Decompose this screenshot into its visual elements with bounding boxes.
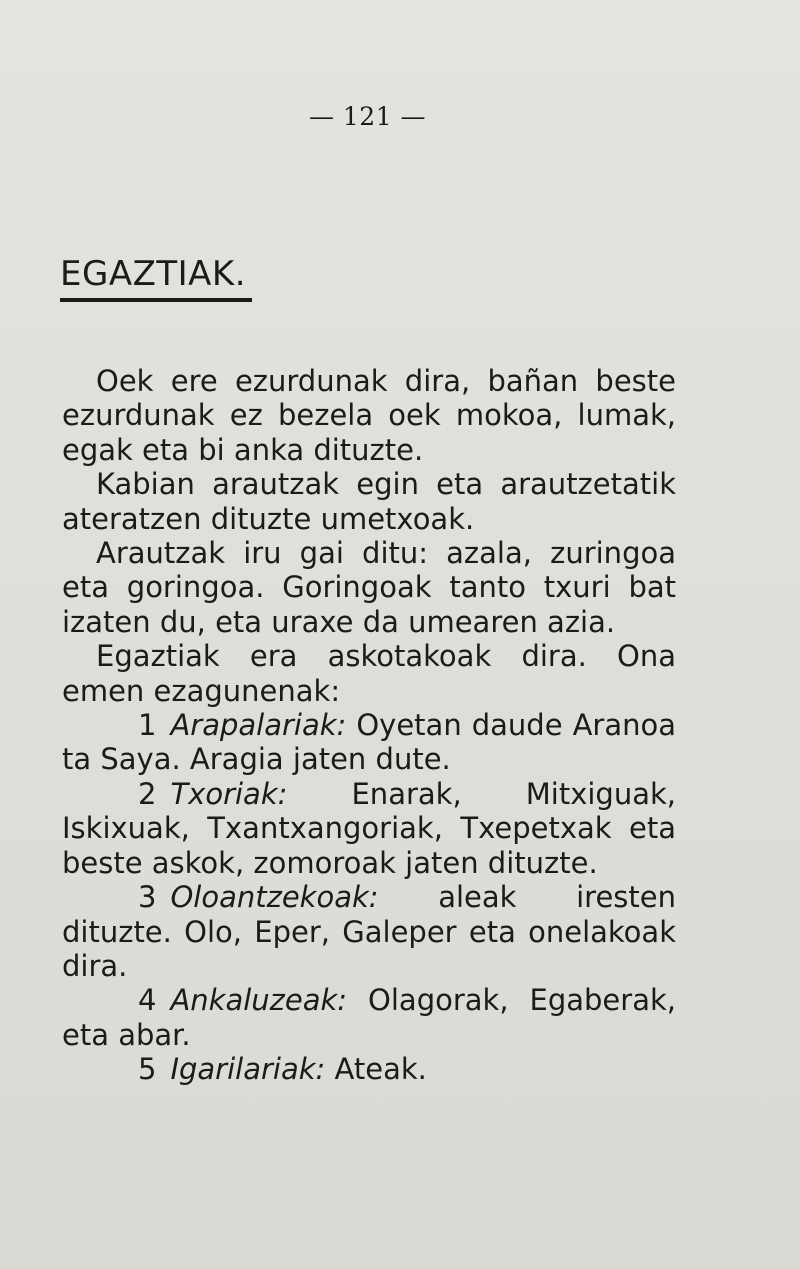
page-number: — 121 —	[308, 102, 427, 131]
list-text: Enarak, Mitxiguak, Iskixuak, Txantxangoriak, Txepetxak eta beste askok, zomoroak jaten dituzte.	[62, 776, 676, 880]
paragraph: Kabian arautzak egin eta arautzetatik ateratzen dituzte umetxoak.	[62, 467, 676, 536]
list-item	[62, 880, 676, 983]
paragraph: Arautzak iru gai ditu: azala, zuringoa eta goringoa. Goringoak tanto txuri bat izaten du, eta uraxe da umearen azia.	[62, 536, 676, 639]
list-item	[62, 983, 676, 1052]
heading-underline	[60, 298, 252, 302]
list-item	[62, 1052, 676, 1086]
list-text: aleak iresten dituzte. Olo, Eper, Galeper eta onelakoak dira.	[62, 880, 677, 983]
list-term: Ankaluzeak:	[170, 983, 348, 1018]
list-text: Oyetan daude Aranoa ta Saya. Aragia jaten dute.	[62, 708, 676, 777]
list-text: Olagorak, Egaberak, eta abar.	[62, 983, 676, 1052]
list-item	[62, 777, 676, 880]
list-number: 1	[138, 708, 157, 743]
list-item	[62, 708, 676, 777]
list-number: 2	[138, 776, 157, 811]
paragraph: Oek ere ezurdunak dira, bañan beste ezurdunak ez bezela oek mokoa, lumak, egak eta bi anka dituzte.	[62, 364, 676, 467]
list-text: Ateak.	[334, 1052, 427, 1087]
list-term: Igarilariak:	[170, 1052, 326, 1087]
paragraph: Egaztiak era askotakoak dira. Ona emen ezagunenak:	[62, 639, 676, 708]
list-number: 3	[138, 880, 157, 915]
list-term: Txoriak:	[170, 776, 288, 811]
list-number: 4	[138, 983, 157, 1018]
body-text	[62, 364, 676, 1087]
list-term: Oloantzekoak:	[170, 880, 379, 915]
list-number: 5	[138, 1052, 157, 1087]
section-heading: EGAZTIAK.	[60, 254, 247, 294]
list-term: Arapalariak:	[170, 708, 347, 743]
